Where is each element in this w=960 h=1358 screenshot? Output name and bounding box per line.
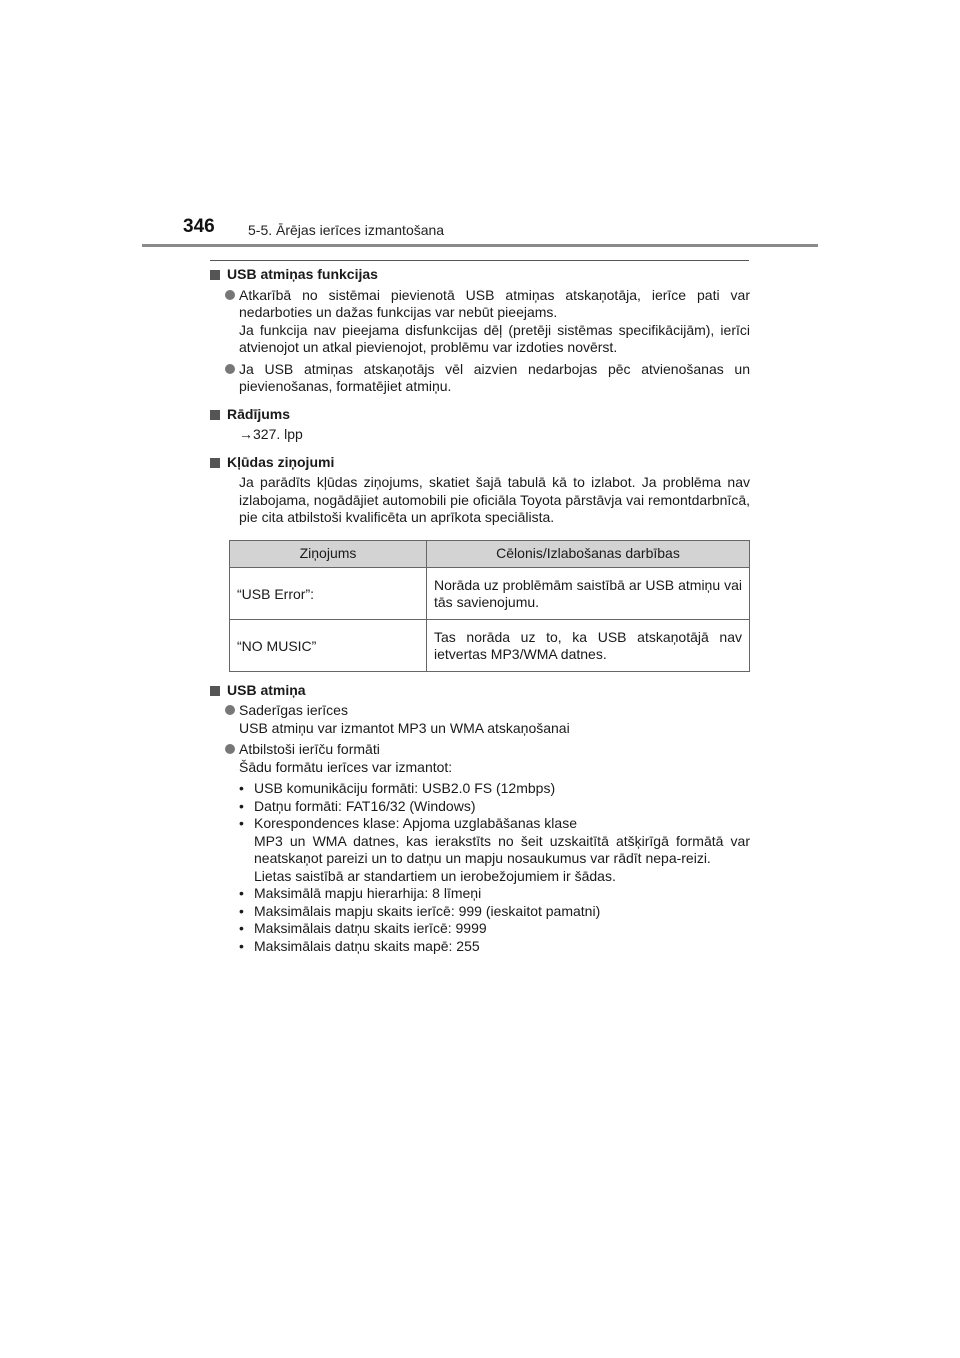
- page-header: [183, 216, 823, 246]
- page-reference: →327. lpp: [239, 426, 303, 442]
- heading-display: [210, 406, 750, 424]
- list-item: [210, 702, 750, 737]
- page-content: [210, 266, 750, 955]
- heading-text: USB atmiņas funkcijas: [227, 266, 378, 282]
- table-row: [230, 567, 750, 619]
- paragraph: Ja funkcija nav pieejama disfunkcijas dēļ (pretēji sistēmas specifikācijām), ierīci atvienojot un atkal pievienojot, problēmu var izdoties novērst.: [239, 321, 750, 355]
- round-bullet-icon: [225, 744, 235, 754]
- list-item: [210, 287, 750, 357]
- list-item: • Maksimālais mapju skaits ierīcē: 999 (ieskaitot pamatni): [239, 902, 601, 919]
- square-bullet-icon: [210, 686, 220, 696]
- paragraph: MP3 un WMA datnes, kas ierakstīts no šeit uzskaitītā atšķirīgā formātā var neatskaņot pareizi un to datņu un mapju nosaukumus var rādīt nepa-reizi.: [254, 832, 750, 866]
- paragraph: Ja USB atmiņas atskaņotājs vēl aizvien nedarbojas pēc atvienošanas un pievienošanas, formatējiet atmiņu.: [239, 360, 750, 394]
- list-item: • Datņu formāti: FAT16/32 (Windows): [239, 797, 476, 814]
- table-row: [230, 619, 750, 671]
- list-item: • USB komunikāciju formāti: USB2.0 FS (12mbps): [239, 780, 556, 796]
- paragraph: Lietas saistībā ar standartiem un ierobežojumiem ir šādas.: [254, 867, 616, 884]
- round-bullet-icon: [225, 705, 235, 715]
- square-bullet-icon: [210, 410, 220, 420]
- header-divider: [142, 244, 818, 247]
- page-number: 346: [183, 216, 215, 237]
- heading-text: Kļūdas ziņojumi: [227, 453, 335, 470]
- table-header-cell: Ziņojums: [230, 540, 427, 567]
- table-cell: “NO MUSIC”: [230, 619, 427, 671]
- format-list: [210, 780, 750, 955]
- subheading: Saderīgas ierīces: [239, 702, 348, 718]
- list-item: • Korespondences klase: Apjoma uzglabāšanas klase MP3 un WMA datnes, kas ierakstīts no šeit uzskaitītā atšķirīgā formātā var neatskaņot pareizi un to datņu un mapju nosaukumus var rādīt nepa-reizi. Lietas saistībā ar standartiem un ierobežojumiem ir šādas.: [239, 815, 750, 884]
- list-item: • Maksimālais datņu skaits mapē: 255: [239, 937, 480, 954]
- heading-usb-functions: [210, 266, 750, 284]
- paragraph: Šādu formātu ierīces var izmantot:: [239, 758, 453, 775]
- table-header-row: [230, 540, 750, 567]
- table-cell: Tas norāda uz to, ka USB atskaņotājā nav ietvertas MP3/WMA datnes.: [427, 619, 750, 671]
- content-divider: [210, 260, 749, 261]
- table-cell: Norāda uz problēmām saistībā ar USB atmiņu vai tās savienojumu.: [427, 567, 750, 619]
- heading-error-messages: [210, 454, 750, 472]
- square-bullet-icon: [210, 270, 220, 280]
- table-cell: “USB Error”:: [230, 567, 427, 619]
- heading-usb-memory: [210, 682, 750, 700]
- square-bullet-icon: [210, 458, 220, 468]
- list-item: [210, 361, 750, 396]
- paragraph: USB atmiņu var izmantot MP3 un WMA atskaņošanai: [239, 719, 570, 736]
- round-bullet-icon: [225, 290, 235, 300]
- list-item: [210, 741, 750, 776]
- round-bullet-icon: [225, 364, 235, 374]
- paragraph: Atkarībā no sistēmai pievienotā USB atmiņas atskaņotāja, ierīce pati var nedarboties un dažas funkcijas var nebūt pieejams.: [239, 286, 750, 320]
- subheading: Atbilstoši ierīču formāti: [239, 741, 380, 757]
- section-title: 5-5. Ārējas ierīces izmantošana: [248, 222, 445, 238]
- heading-text: Rādījums: [227, 405, 291, 422]
- paragraph: Ja parādīts kļūdas ziņojums, skatiet šajā tabulā kā to izlabot. Ja problēma nav izlabojama, nogādājiet automobili pie oficiāla Toyota pārstāvja vai remontdarbnīcā, pie cita atbilstoši kvalificēta un aprīkota speciālista.: [239, 474, 750, 525]
- heading-text: USB atmiņa: [227, 681, 306, 698]
- table-header-cell: Cēlonis/Izlabošanas darbības: [427, 540, 750, 567]
- error-table: [229, 540, 750, 672]
- list-item: • Maksimālā mapju hierarhija: 8 līmeņi: [239, 885, 482, 901]
- list-item: • Maksimālais datņu skaits ierīcē: 9999: [239, 920, 487, 936]
